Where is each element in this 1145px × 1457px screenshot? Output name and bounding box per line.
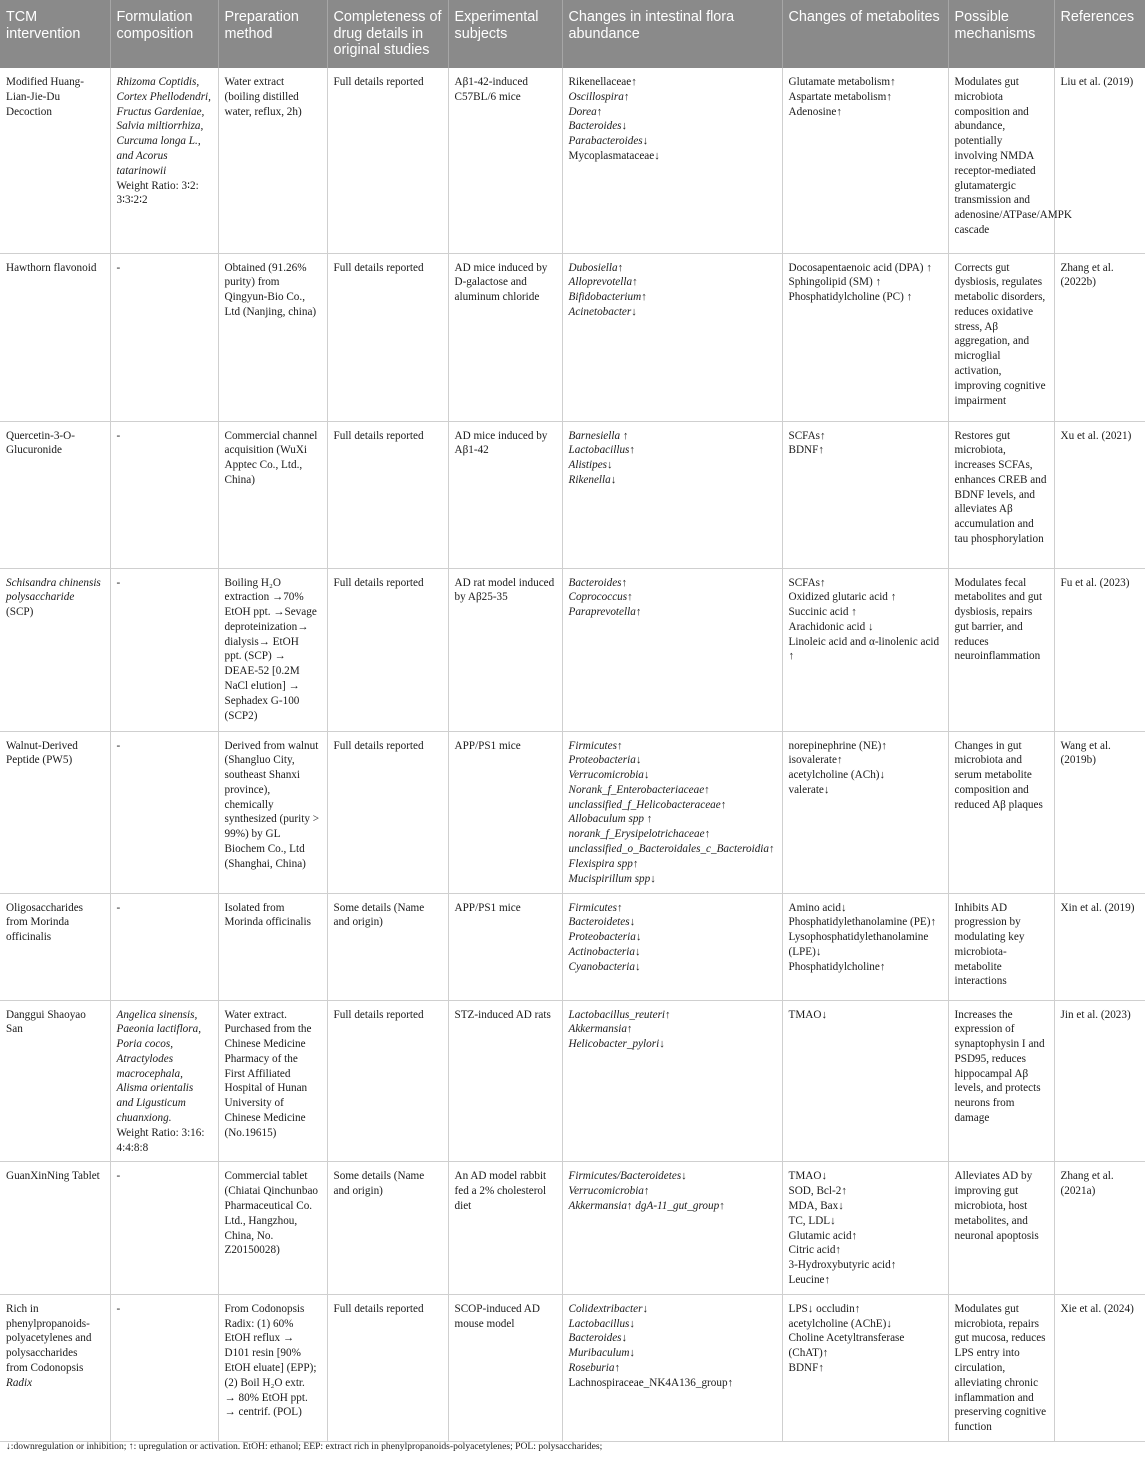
metabolite-item: norepinephrine (NE)↑ [788,739,887,752]
preparation-cell [218,568,327,731]
flora-cell [562,421,782,568]
flora-item: Parabacteroides↓ [568,135,649,148]
reference-cell: Wang et al. (2019b) [1054,731,1145,893]
header-flora: Changes in intestinal flora abundance [562,0,782,68]
preparation-cell: Water extract. Purchased from the Chinese Medicine Pharmacy of the First Affiliated Hospital of Hunan University of Chinese Medicine (No.19615) [218,1000,327,1162]
flora-item: Firmicutes/Bacteroidetes↓ [568,1170,687,1183]
intervention-line: Radix [6,1376,33,1389]
flora-item: Firmicutes↑ [568,739,623,752]
metabolite-item: Phosphatidylcholine↑ [788,960,886,973]
flora-item: Mucispirillum spp↓ [568,872,656,885]
table-row [0,731,1145,893]
flora-cell [562,68,782,253]
composition-cell: - [110,253,218,421]
intervention-cell [0,1294,110,1441]
subjects-cell: Aβ1-42-induced C57BL/6 mice [448,68,562,253]
metabolite-item: acetylcholine (AChE)↓ [788,1317,892,1330]
header-subjects: Experimental subjects [448,0,562,68]
mechanisms-cell: Changes in gut microbiota and serum metabolite composition and reduced Aβ plaques [948,731,1054,893]
flora-item: norank_f_Erysipelotrichaceae↑ [568,828,711,841]
intervention-line: Rich in [6,1302,39,1315]
flora-item: Oscillospira↑ [568,90,630,103]
intervention-cell: Quercetin-3-O-Glucuronide [0,421,110,568]
metabolites-cell [782,1000,948,1162]
flora-cell [562,1000,782,1162]
metabolite-item: Glutamate metabolism↑ [788,76,896,88]
subjects-cell: APP/PS1 mice [448,731,562,893]
composition-ratio: Weight Ratio: 3∶2: 3∶3∶2∶2 [116,179,199,207]
reference-cell: Liu et al. (2019) [1054,68,1145,253]
metabolite-item: MDA, Bax↓ [788,1200,844,1213]
metabolite-item: Docosapentaenoic acid (DPA) ↑ [788,261,932,274]
table-body [0,68,1145,1442]
flora-item: Alloprevotella↑ [568,276,638,289]
composition-cell [110,68,218,253]
mechanisms-cell: Modulates gut microbiota composition and abundance, potentially involving NMDA receptor-mediated glutamatergic transmission and adenosine/ATPase/AMPK cascade [948,68,1054,253]
metabolite-item: Adenosine↑ [788,105,842,118]
flora-item: Lactobacillus↓ [568,1317,636,1330]
intervention-line: polysaccharides [6,1347,78,1360]
metabolite-item: BDNF↑ [788,1362,824,1375]
intervention-line: polyacetylenes and [6,1332,92,1345]
preparation-step: (2) Boil H₂O extr. [224,1376,305,1389]
metabolites-cell [782,253,948,421]
preparation-step: NaCl elution] → [224,680,300,693]
flora-cell [562,253,782,421]
mechanisms-cell: Restores gut microbiota, increases SCFAs, enhances CREB and BDNF levels, and alleviates Aβ accumulation and tau phosphorylation [948,421,1054,568]
metabolite-item: Choline Acetyltransferase [788,1332,905,1345]
reference-cell: Zhang et al. (2021a) [1054,1162,1145,1294]
intervention-cell [0,568,110,731]
metabolite-item: isovalerate↑ [788,754,843,767]
preparation-step: → centrif. (POL) [224,1406,302,1419]
preparation-step: Boiling H₂O [224,576,281,589]
flora-cell [562,893,782,1000]
subjects-cell: SCOP-induced AD mouse model [448,1294,562,1441]
composition-cell: - [110,421,218,568]
intervention-abbr: (SCP) [6,606,34,619]
metabolite-item: LPS↓ occludin↑ [788,1302,861,1315]
metabolites-cell [782,893,948,1000]
flora-item: Norank_f_Enterobacteriaceae↑ [568,783,710,796]
flora-cell [562,1162,782,1294]
composition-cell: - [110,1294,218,1441]
table-row [0,253,1145,421]
mechanisms-cell: Alleviates AD by improving gut microbiota, host metabolites, and neuronal apoptosis [948,1162,1054,1294]
preparation-step: EtOH reflux → [224,1332,295,1345]
metabolite-item: BDNF↑ [788,444,824,457]
flora-item: Roseburia↑ [568,1362,621,1375]
metabolite-item: Linoleic acid and α-linolenic acid ↑ [788,635,940,663]
intervention-cell: Oligosaccharides from Morinda officinalis [0,893,110,1000]
table-row [0,68,1145,253]
metabolite-item: Arachidonic acid ↓ [788,620,874,633]
preparation-cell: Commercial tablet (Chiatai Qinchunbao Pharmaceutical Co. Ltd., Hangzhou, China, No. Z20150028) [218,1162,327,1294]
preparation-step: → 80% EtOH ppt. [224,1391,308,1404]
header-metabolites: Changes of metabolites [782,0,948,68]
flora-item: Dubosiella↑ [568,261,624,274]
flora-cell [562,731,782,893]
reference-cell: Jin et al. (2023) [1054,1000,1145,1162]
table-row [0,893,1145,1000]
flora-item: Cyanobacteria↓ [568,960,641,973]
table-footnote: ↓:downregulation or inhibition; ↑: upregulation or activation. EtOH: ethanol; EEP: extract rich in phenylpropanoids-polyacetylenes; POL: polysaccharides; [6,1441,603,1452]
composition-cell: - [110,893,218,1000]
flora-item: Barnesiella ↑ [568,429,629,442]
flora-item: Akkermansia↑ [568,1023,633,1036]
flora-item: Flexispira spp↑ [568,857,639,870]
mechanisms-cell: Inhibits AD progression by modulating key microbiota-metabolite interactions [948,893,1054,1000]
metabolite-item: TMAO↓ [788,1008,828,1021]
header-references: References [1054,0,1145,68]
flora-item: Proteobacteria↓ [568,754,642,767]
flora-cell [562,568,782,731]
mechanisms-cell: Corrects gut dysbiosis, regulates metabolic disorders, reduces oxidative stress, Aβ aggregation, and microglial activation, improving cognitive impairment [948,253,1054,421]
preparation-step: D101 resin [90% [224,1347,301,1360]
metabolite-item: Lysophosphatidylethanolamine (LPE)↓ [788,931,929,958]
flora-item: Actinobacteria↓ [568,945,641,958]
flora-cell [562,1294,782,1441]
preparation-cell: Water extract (boiling distilled water, reflux, 2h) [218,68,327,253]
preparation-step: ppt. (SCP) → [224,650,286,663]
composition-cell [110,1000,218,1162]
reference-cell: Xin et al. (2019) [1054,893,1145,1000]
header-preparation: Preparation method [218,0,327,68]
table-row [0,1000,1145,1162]
table-row [0,1294,1145,1441]
metabolite-item: Oxidized glutaric acid ↑ [788,591,897,604]
table-row [0,421,1145,568]
flora-item: Bifidobacterium↑ [568,291,647,304]
flora-item: Bacteroides↓ [568,1332,628,1345]
flora-item: unclassified_o_Bacteroidales_c_Bacteroidia↑ [568,843,775,856]
subjects-cell: An AD model rabbit fed a 2% cholesterol diet [448,1162,562,1294]
flora-item: Bacteroidetes↓ [568,916,636,929]
metabolite-item: SOD, Bcl-2↑ [788,1185,847,1198]
metabolite-item: Phosphatidylethanolamine (PE)↑ [788,916,937,929]
flora-item: Proteobacteria↓ [568,931,642,944]
flora-item: Lactobacillus↑ [568,444,636,457]
preparation-cell: Obtained (91.26% purity) from Qingyun-Bio Co., Ltd (Nanjing, china) [218,253,327,421]
preparation-step: Radix: (1) 60% [224,1317,294,1330]
intervention-line: phenylpropanoids- [6,1317,90,1330]
flora-item: Mycoplasmataceae↓ [568,149,660,162]
intervention-cell: Modified Huang-Lian-Jie-Du Decoction [0,68,110,253]
metabolite-item: Phosphatidylcholine (PC) ↑ [788,291,913,304]
flora-item: Firmicutes↑ [568,901,623,914]
subjects-cell: AD mice induced by D-galactose and aluminum chloride [448,253,562,421]
metabolite-item: acetylcholine (ACh)↓ [788,769,886,782]
flora-item: Bacteroides↑ [568,576,628,589]
header-composition: Formulation composition [110,0,218,68]
completeness-cell: Full details reported [327,1000,448,1162]
metabolite-item: TMAO↓ [788,1170,828,1183]
metabolite-item: Sphingolipid (SM) ↑ [788,276,882,289]
metabolites-cell [782,68,948,253]
metabolite-item: Amino acid↓ [788,901,847,914]
metabolite-item: (ChAT)↑ [788,1347,829,1360]
preparation-step: DEAE-52 [0.2M [224,665,300,678]
metabolite-item: Citric acid↑ [788,1244,842,1257]
completeness-cell: Some details (Name and origin) [327,893,448,1000]
preparation-step: dialysis→ EtOH [224,635,299,648]
subjects-cell: STZ-induced AD rats [448,1000,562,1162]
mechanisms-cell: Modulates fecal metabolites and gut dysbiosis, repairs gut barrier, and reduces neuroinflammation [948,568,1054,731]
composition-text: Angelica sinensis, Paeonia lactiflora, Poria cocos, Atractylodes macrocephala, Alisma orientalis and Ligusticum chuanxiong. [116,1008,202,1125]
completeness-cell: Full details reported [327,1294,448,1441]
subjects-cell: APP/PS1 mice [448,893,562,1000]
header-mechanisms: Possible mechanisms [948,0,1054,68]
intervention-cell: Danggui Shaoyao San [0,1000,110,1162]
mechanisms-cell: Modulates gut microbiota, repairs gut mucosa, reduces LPS entry into circulation, alleviating chronic inflammation and preserving cognitive function [948,1294,1054,1441]
reference-cell: Xu et al. (2021) [1054,421,1145,568]
completeness-cell: Full details reported [327,568,448,731]
table-row [0,1162,1145,1294]
preparation-step: EtOH ppt. →Sevage [224,606,317,619]
header-completeness: Completeness of drug details in original studies [327,0,448,68]
preparation-cell [218,1294,327,1441]
metabolite-item: valerate↓ [788,783,830,796]
completeness-cell: Full details reported [327,68,448,253]
header-intervention: TCM intervention [0,0,110,68]
subjects-cell: AD mice induced by Aβ1-42 [448,421,562,568]
flora-item: Muribaculum↓ [568,1347,635,1360]
composition-ratio: Weight Ratio: 3:16: 4:4:8:8 [116,1126,205,1154]
flora-item: Allobaculum spp ↑ [568,813,653,826]
preparation-step: EtOH eluate] (EPP); [224,1362,317,1375]
composition-cell: - [110,1162,218,1294]
composition-cell: - [110,731,218,893]
completeness-cell: Full details reported [327,731,448,893]
intervention-cell: GuanXinNing Tablet [0,1162,110,1294]
metabolite-item: SCFAs↑ [788,429,826,442]
metabolite-item: Glutamic acid↑ [788,1229,858,1242]
flora-item: Alistipes↓ [568,459,613,472]
flora-item: Colidextribacter↓ [568,1302,649,1315]
metabolites-cell [782,568,948,731]
metabolite-item: TC, LDL↓ [788,1214,836,1227]
metabolite-item: Leucine↑ [788,1274,831,1287]
flora-item: Helicobacter_pylori↓ [568,1038,665,1051]
metabolites-cell [782,731,948,893]
preparation-step: extraction →70% [224,591,304,604]
preparation-step: (SCP2) [224,709,258,722]
intervention-cell: Walnut-Derived Peptide (PW5) [0,731,110,893]
metabolites-cell [782,1162,948,1294]
metabolite-item: Aspartate metabolism↑ [788,90,892,103]
intervention-cell: Hawthorn flavonoid [0,253,110,421]
flora-item: Dorea↑ [568,105,603,118]
flora-item: Rikenella↓ [568,473,617,486]
mechanisms-cell: Increases the expression of synaptophysin I and PSD95, reduces hippocampal Aβ levels, and protects neurons from damage [948,1000,1054,1162]
header-row [0,0,1145,68]
metabolite-item: Succinic acid ↑ [788,606,857,619]
completeness-cell: Full details reported [327,421,448,568]
table-header [0,0,1145,68]
flora-item: unclassified_f_Helicobacteraceae↑ [568,798,727,811]
flora-item: Bacteroides↓ [568,120,628,133]
intervention-line: from Codonopsis [6,1362,84,1375]
metabolite-item: 3-Hydroxybutyric acid↑ [788,1259,897,1272]
flora-item: Coprococcus↑ [568,591,633,604]
completeness-cell: Some details (Name and origin) [327,1162,448,1294]
preparation-step: From Codonopsis [224,1302,305,1315]
reference-cell: Xie et al. (2024) [1054,1294,1145,1441]
metabolites-cell [782,1294,948,1441]
composition-cell: - [110,568,218,731]
reference-cell: Fu et al. (2023) [1054,568,1145,731]
subjects-cell: AD rat model induced by Aβ25-35 [448,568,562,731]
preparation-cell: Commercial channel acquisition (WuXi Apptec Co., Ltd., China) [218,421,327,568]
flora-item: Lachnospiraceae_NK4A136_group↑ [568,1376,734,1389]
metabolites-cell [782,421,948,568]
table-row [0,568,1145,731]
flora-item: Rikenellaceae↑ [568,76,637,88]
flora-item: Paraprevotella↑ [568,606,642,619]
flora-item: Lactobacillus_reuteri↑ [568,1008,671,1021]
metabolite-item: SCFAs↑ [788,576,826,589]
preparation-step: Sephadex G-100 [224,694,300,707]
flora-item: Verrucomicrobia↓ [568,769,650,782]
flora-item: Akkermansia↑ dgA-11_gut_group↑ [568,1200,725,1213]
flora-item: Verrucomicrobia↑ [568,1185,650,1198]
flora-item: Acinetobacter↓ [568,305,637,318]
preparation-cell: Derived from walnut (Shangluo City, southeast Shanxi province), chemically synthesized (purity > 99%) by GL Biochem Co., Ltd (Shanghai, China) [218,731,327,893]
intervention-name: Schisandra chinensis polysaccharide [6,576,101,604]
reference-cell: Zhang et al. (2022b) [1054,253,1145,421]
preparation-step: deproteinization→ [224,620,309,633]
completeness-cell: Full details reported [327,253,448,421]
composition-text: Rhizoma Coptidis, Cortex Phellodendri, Fructus Gardeniae, Salvia miltiorrhiza, Curcuma longa L., and Acorus tatarinowii [116,76,211,177]
preparation-cell: Isolated from Morinda officinalis [218,893,327,1000]
